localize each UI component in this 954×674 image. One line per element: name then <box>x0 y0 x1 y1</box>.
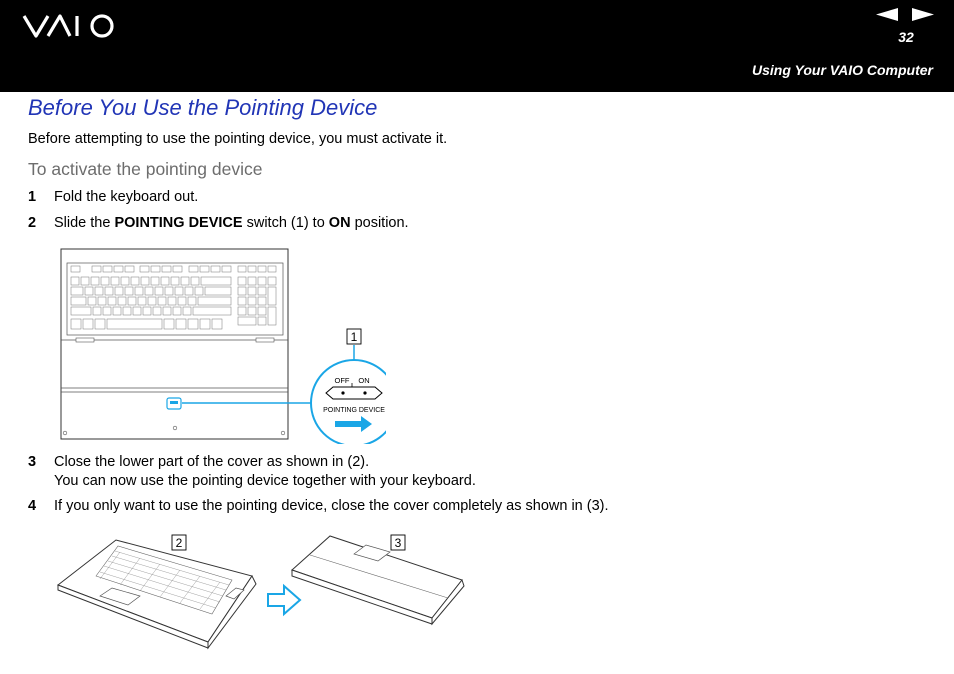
procedure-heading: To activate the pointing device <box>28 159 263 179</box>
step-text-pre: Slide the <box>54 215 115 231</box>
step-number: 3 <box>28 454 37 470</box>
step-number: 1 <box>28 189 37 205</box>
switch-on-label: ON <box>358 376 370 385</box>
callout-1-label: 1 <box>350 330 358 344</box>
switch-slider <box>326 387 382 399</box>
step-text-mid: switch (1) to <box>242 215 329 231</box>
step-text: Close the lower part of the cover as shown in (2). <box>54 454 370 470</box>
switch-name-label: POINTING DEVICE <box>323 407 385 414</box>
cover-positions-figure <box>54 528 474 658</box>
switch-name: POINTING DEVICE <box>114 215 243 231</box>
keyboard-lower-cover-closed <box>58 540 256 648</box>
step-4 <box>28 498 609 514</box>
step-number: 2 <box>28 215 37 231</box>
step-3 <box>28 454 369 470</box>
step-text: Fold the keyboard out. <box>54 189 199 205</box>
intro-text: Before attempting to use the pointing device, you must activate it. <box>28 131 448 147</box>
keyboard-cover-fully-closed <box>292 536 464 624</box>
switch-state: ON <box>328 215 351 231</box>
switch-magnifier <box>311 360 386 444</box>
vaio-logo <box>22 12 122 40</box>
previous-page-icon[interactable] <box>876 8 898 21</box>
next-page-icon[interactable] <box>912 8 934 21</box>
step-1 <box>28 189 198 205</box>
section-title: Using Your VAIO Computer <box>752 62 933 78</box>
page-number: 32 <box>898 29 914 45</box>
step-2 <box>28 215 409 231</box>
page-title: Before You Use the Pointing Device <box>28 95 378 120</box>
step-text-post: position. <box>350 215 409 231</box>
next-step-arrow-icon <box>268 586 300 614</box>
step-text: If you only want to use the pointing device, close the cover completely as shown in (3). <box>54 498 609 514</box>
step-number: 4 <box>28 498 37 514</box>
step-3-continuation: You can now use the pointing device together with your keyboard. <box>54 473 476 489</box>
keyboard-switch-figure <box>56 244 386 444</box>
callout-2-label: 2 <box>175 536 183 550</box>
page-header <box>0 0 954 92</box>
switch-off-label: OFF <box>334 376 350 385</box>
callout-3-label: 3 <box>394 536 402 550</box>
